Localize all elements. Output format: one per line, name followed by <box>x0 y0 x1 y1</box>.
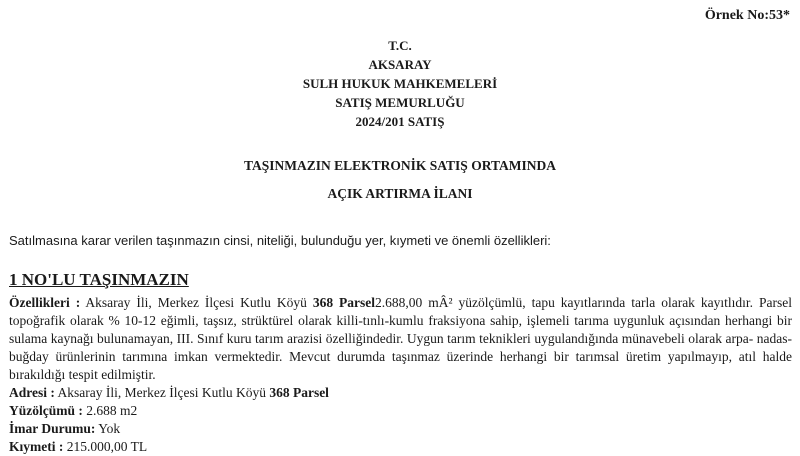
property-section <box>9 270 792 456</box>
header-city: AKSARAY <box>368 57 432 72</box>
area-row <box>9 402 792 420</box>
header-office: SATIŞ MEMURLUĞU <box>335 95 465 110</box>
features-text-pre: Aksaray İli, Merkez İlçesi Kutlu Köyü <box>80 295 313 310</box>
address-parcel: 368 Parsel <box>269 385 329 400</box>
zoning-label: İmar Durumu: <box>9 421 96 436</box>
features-parcel: 368 Parsel <box>312 295 376 310</box>
header-court: SULH HUKUK MAHKEMELERİ <box>302 76 498 91</box>
header-tc: T.C. <box>388 38 412 53</box>
features-paragraph <box>9 294 792 384</box>
address-value: Aksaray İli, Merkez İlçesi Kutlu Köyü <box>54 385 270 400</box>
sample-number: Örnek No:53* <box>704 8 790 23</box>
address-label: Adresi : <box>9 385 55 400</box>
value-amount: 215.000,00 TL <box>63 439 148 454</box>
address-row <box>9 384 792 402</box>
court-header <box>0 36 800 131</box>
zoning-value: Yok <box>95 421 121 436</box>
notice-title-line1: TAŞINMAZIN ELEKTRONİK SATIŞ ORTAMINDA <box>244 158 556 173</box>
value-label: Kıymeti : <box>9 439 64 454</box>
area-value: 2.688 m2 <box>82 403 138 418</box>
property-heading: 1 NO'LU TAŞINMAZIN <box>9 270 189 289</box>
area-label: Yüzölçümü : <box>9 403 83 418</box>
header-file-number: 2024/201 SATIŞ <box>355 114 445 129</box>
notice-title-line2: AÇIK ARTIRMA İLANI <box>327 186 473 201</box>
features-label: Özellikleri : <box>9 295 81 310</box>
zoning-row <box>9 420 792 438</box>
value-row <box>9 438 792 456</box>
features-text: 2.688,00 mÂ² yüzölçümlü, tapu kayıtlarında tarla olarak kayıtlıdır. Parsel topoğrafik olarak % 10-12 eğimli, taşsız, strüktürel olarak killi-tınlı-kumlu fraksiyona sahip, işlemeli tarıma uygunluk açısından herhangi bir sulama kaynağı bulunamayan, III. Sınıf kuru tarım arazisi özelliğindedir. Uygun tarım teknikleri uygulandığında münavebeli olarak arpa- nadas- buğday ürünlerinin tarımına imkan vermektedir. Mevcut durumda taşınmaz üzerinde herhangi bir tarımsal üretim yapılmayıp, atıl halde bırakıldığı tespit edilmiştir. <box>9 295 792 382</box>
intro-text: Satılmasına karar verilen taşınmazın cinsi, niteliği, bulunduğu yer, kıymeti ve önemli özellikleri: <box>9 233 551 248</box>
